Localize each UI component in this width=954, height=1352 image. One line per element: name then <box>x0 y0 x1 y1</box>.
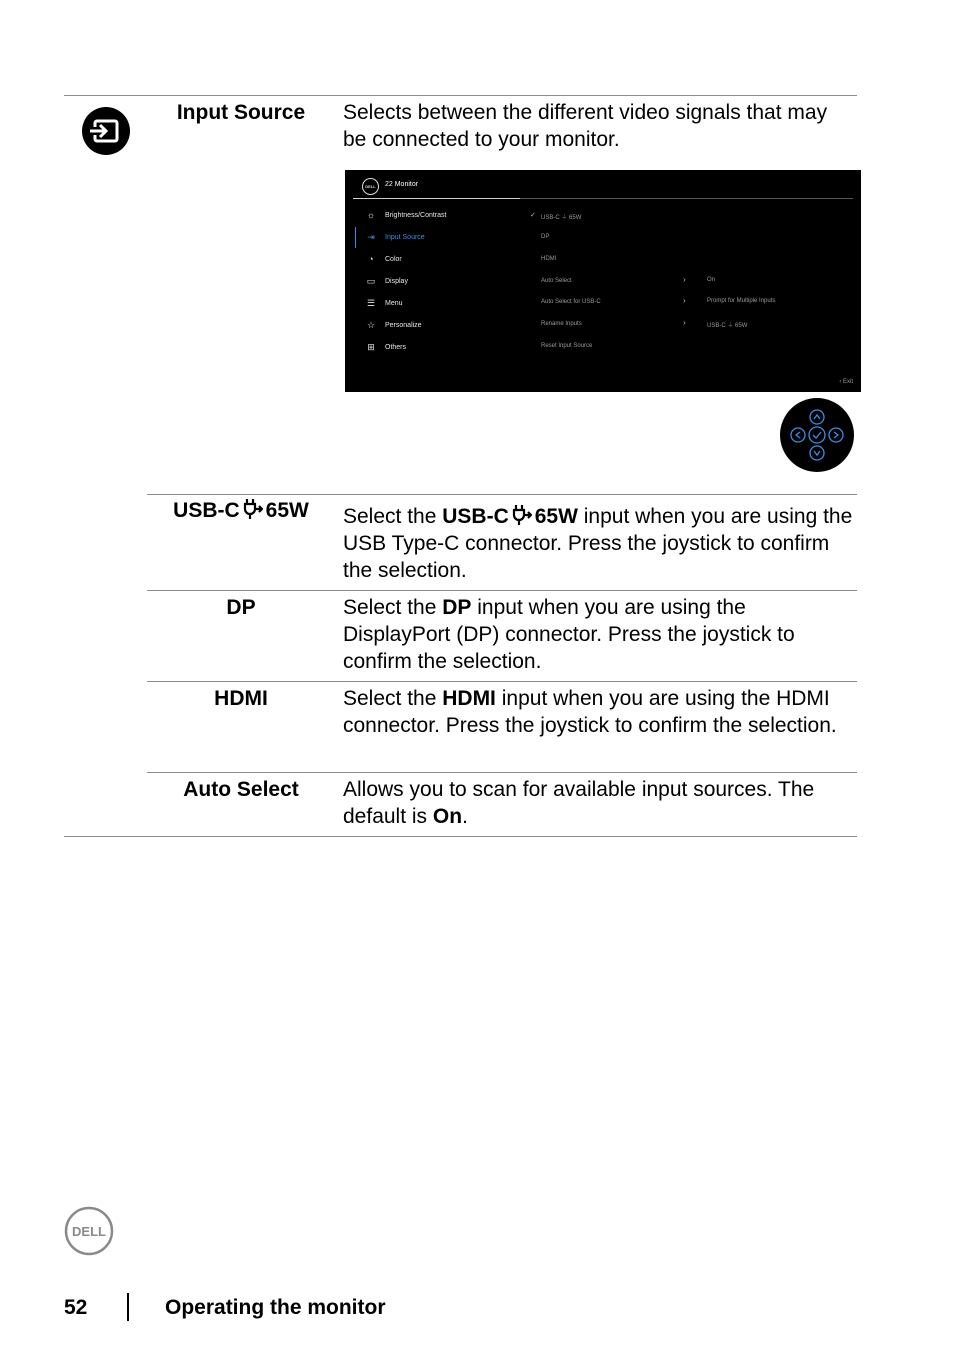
chevron-left-icon: ‹ <box>839 379 842 385</box>
power-delivery-icon <box>243 498 263 520</box>
osd-menu-label: Brightness/Contrast <box>385 211 447 219</box>
input-source-description: Selects between the different video signals that may be connected to your monitor. <box>343 101 828 151</box>
osd-sub-rename-inputs[interactable]: Rename Inputs <box>541 321 582 327</box>
osd-selection-bar <box>355 227 356 248</box>
power-delivery-icon <box>512 504 532 526</box>
desc-bold: On <box>432 805 463 828</box>
desc-text: input when you are using the DisplayPort (DP) connector. Press the joystick to confirm the selection. <box>343 596 795 673</box>
menu-icon: ☰ <box>366 297 376 308</box>
desc-text: Select the <box>343 596 443 619</box>
osd-menu-personalize[interactable] <box>365 318 422 332</box>
desc-bold: USB-C <box>442 505 509 528</box>
usbc-label-text: USB-C <box>173 499 240 522</box>
osd-sub-suffix: 65W <box>569 215 582 221</box>
hdmi-description <box>343 685 855 739</box>
osd-sub-reset-input-source[interactable]: Reset Input Source <box>541 343 593 349</box>
osd-menu-label: Color <box>385 255 402 263</box>
osd-value-auto-select: On <box>707 277 716 283</box>
input-source-label: Input Source <box>176 101 306 124</box>
hdmi-label: HDMI <box>214 687 268 710</box>
osd-value-rename-inputs <box>707 320 747 329</box>
row-divider <box>147 772 857 773</box>
osd-value-label: USB-C <box>707 323 726 329</box>
osd-sub-auto-select-usbc[interactable]: Auto Select for USB-C <box>541 299 601 305</box>
osd-sub-hdmi[interactable]: HDMI <box>541 256 557 262</box>
brightness-icon: ☼ <box>366 210 376 220</box>
chevron-right-icon: › <box>683 275 686 284</box>
osd-menu-color[interactable] <box>365 252 402 266</box>
desc-bold: DP <box>442 596 472 619</box>
osd-exit-label: Exit <box>842 379 853 385</box>
osd-menu-display[interactable] <box>365 274 408 288</box>
osd-menu-label: Others <box>385 343 407 351</box>
desc-text: input when you are using the HDMI connector. Press the joystick to confirm the selection. <box>343 687 837 737</box>
osd-exit-button[interactable] <box>839 379 853 385</box>
desc-text: . <box>462 805 468 828</box>
osd-menu-menu[interactable] <box>365 296 403 310</box>
osd-sub-dp[interactable]: DP <box>541 234 550 240</box>
osd-sub-usbc[interactable] <box>541 212 581 221</box>
osd-menu-others[interactable] <box>365 340 406 354</box>
input-source-icon <box>81 106 131 156</box>
osd-header-highlight <box>353 198 520 199</box>
dp-label: DP <box>226 596 256 619</box>
usbc-label-suffix: 65W <box>265 499 309 522</box>
dell-logo <box>64 1206 114 1256</box>
table-top-rule <box>64 95 857 96</box>
osd-screenshot <box>345 170 861 392</box>
osd-value-suffix: 65W <box>735 323 748 329</box>
osd-menu-label: Personalize <box>385 321 422 329</box>
usbc-label <box>146 497 336 524</box>
power-delivery-icon: ⏚ <box>727 323 734 329</box>
chevron-right-icon: › <box>683 296 686 305</box>
dp-description <box>343 594 855 675</box>
osd-menu-brightness[interactable] <box>365 208 446 222</box>
osd-sub-auto-select[interactable]: Auto Select <box>541 278 572 284</box>
desc-bold: HDMI <box>442 687 496 710</box>
desc-text: input when you are using the USB Type-C connector. Press the joystick to confirm the selection. <box>343 505 853 582</box>
section-title: Operating the monitor <box>165 1296 386 1319</box>
dell-logo: DELL <box>362 178 379 195</box>
osd-sub-label: USB-C <box>541 215 560 221</box>
auto-select-description <box>343 776 855 830</box>
input-source-icon: ⇥ <box>367 231 375 242</box>
others-icon: ⊞ <box>367 341 375 352</box>
display-icon: ▭ <box>366 275 376 286</box>
osd-menu-label: Display <box>385 277 408 285</box>
desc-bold: 65W <box>534 505 578 528</box>
star-icon: ☆ <box>366 319 376 330</box>
table-bottom-rule <box>64 836 857 837</box>
power-delivery-icon: ⏚ <box>561 215 568 221</box>
check-icon: ✓ <box>530 212 536 219</box>
osd-value-auto-select-usbc: Prompt for Multiple Inputs <box>707 298 776 304</box>
desc-text: Select the <box>343 505 443 528</box>
row-divider <box>147 590 857 591</box>
osd-menu-label: Menu <box>385 299 403 307</box>
page-number: 52 <box>64 1296 88 1319</box>
osd-menu-label: Input Source <box>385 233 425 241</box>
footer-separator <box>127 1293 129 1321</box>
joystick-icon <box>780 398 854 472</box>
usbc-description <box>343 503 855 584</box>
color-icon: ◔ <box>368 254 374 264</box>
auto-select-label: Auto Select <box>183 778 299 801</box>
dell-logo-text: DELL <box>72 1224 106 1239</box>
row-divider <box>147 494 857 495</box>
desc-text: Allows you to scan for available input sources. The default is <box>343 778 815 828</box>
desc-text: Select the <box>343 687 443 710</box>
osd-title: 22 Monitor <box>385 181 419 188</box>
osd-menu-input-source[interactable] <box>365 230 425 244</box>
row-divider <box>147 681 857 682</box>
chevron-right-icon: › <box>683 318 686 327</box>
